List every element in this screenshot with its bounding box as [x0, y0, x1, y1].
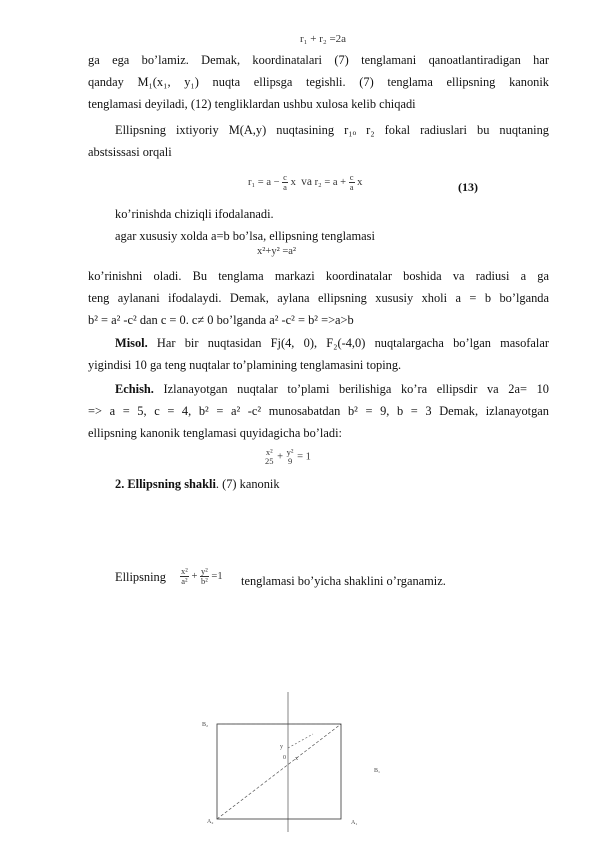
eq13-r1: r₁ = a −: [248, 176, 280, 188]
paragraph-line: agar xususiy xolda a=b bo’lsa, ellipsning tenglamasi: [115, 229, 375, 243]
dashed-segment: [288, 734, 313, 748]
fraction: y² 9: [286, 447, 294, 466]
equation-circle: x²+y² =a²: [257, 246, 297, 257]
paragraph-line: ko’rinishni oladi. Bu tenglama markazi koordinatalar boshida va radiusi a ga: [88, 269, 549, 283]
paragraph-line: abstsissasi orqali: [88, 145, 172, 159]
figure-label-b1: B₁: [374, 768, 381, 774]
paragraph-line: tenglamasi deyiladi, (12) tengliklardan ushbu xulosa kelib chiqadi: [88, 97, 416, 111]
dashed-diagonal: [217, 724, 341, 819]
paragraph-line: Ellipsning ixtiyoriy M(A,y) nuqtasining r₁ₒ r₂ fokal radiuslari bu nuqtaning: [115, 123, 549, 137]
paragraph-line: ellipsning kanonik tenglamasi quyidagicha bo’ladi:: [88, 426, 342, 440]
equation-sum-radii: r₁ + r₂ =2a: [300, 33, 347, 45]
figure-label-a2: A₂: [207, 819, 214, 825]
equation-answer: x² 25 + y² 9 = 1: [265, 447, 311, 466]
figure-label-a1: A₁: [351, 820, 358, 826]
paragraph-line: b² = a² -c² dan c = 0. c≠ 0 bo’lganda a² -c² = b² =>a>b: [88, 313, 354, 327]
paragraph-line: yigindisi 10 ga teng nuqtalar to’plamining tenglamasini toping.: [88, 358, 402, 372]
figure-label-origin: 0: [283, 755, 286, 761]
paragraph-line: ko’rinishda chiziqli ifodalanadi.: [115, 207, 274, 221]
figure-label-b2: B₂: [202, 722, 209, 728]
paragraph-line: qanday M₁(x₁, y₁) nuqta ellipsga tegishli. (7) tenglama ellipsning kanonik: [88, 75, 549, 89]
misol-label: Misol.: [115, 336, 148, 350]
equation-canonical: $\frac{\text{x²}}{\text{a²}}$ + $\frac{\text{y²}}{\text{b²}}$ =1: [181, 566, 223, 586]
paragraph-line: Misol. Har bir nuqtasidan Fj(4, 0), F₂(-4,0) nuqtalargacha bo’lgan masofalar: [115, 336, 549, 350]
fraction: $\frac{c}{a}$: [283, 172, 287, 192]
section-title: 2. Ellipsning shakli: [115, 477, 216, 491]
ellipse-figure: [195, 690, 395, 835]
fraction: $\frac{\text{y²}}{\text{b²}}$: [200, 566, 208, 586]
figure-label-y: y: [280, 744, 283, 750]
echish-label: Echish.: [115, 382, 154, 396]
figure-label-x: x: [295, 756, 298, 762]
fraction: x² 25: [265, 447, 274, 466]
fraction: $\frac{\text{x²}}{\text{a²}}$: [181, 566, 188, 586]
paragraph-line: tenglamasi bo’yicha shaklini o’rganamiz.: [241, 574, 446, 588]
fraction: $\frac{c}{a}$: [349, 172, 354, 192]
paragraph-line: Ellipsning: [115, 570, 166, 584]
section-heading: 2. Ellipsning shakli. (7) kanonik: [115, 477, 280, 491]
paragraph-line: ga ega bo’lamiz. Demak, koordinatalari (7) tenglamani qanoatlantiradigan har: [88, 53, 549, 67]
eq13-r2: r₂ = a +: [314, 176, 347, 188]
paragraph-line: teng aylanani ifodalaydi. Demak, aylana ellipsning xususiy xholi a = b bo’lganda: [88, 291, 549, 305]
paragraph-line: => a = 5, c = 4, b² = a² -c² munosabatdan b² = 9, b = 3 Demak, izlanayotgan: [88, 404, 549, 418]
equation-13: r₁ = a − $\frac{c}{a}$ x va r₂ = a + $\frac{c}{a}$ x: [248, 172, 363, 192]
equation-number: (13): [458, 180, 478, 194]
paragraph-line: Echish. Izlanayotgan nuqtalar to’plami berilishiga ko’ra ellipsdir va 2a= 10: [115, 382, 549, 396]
